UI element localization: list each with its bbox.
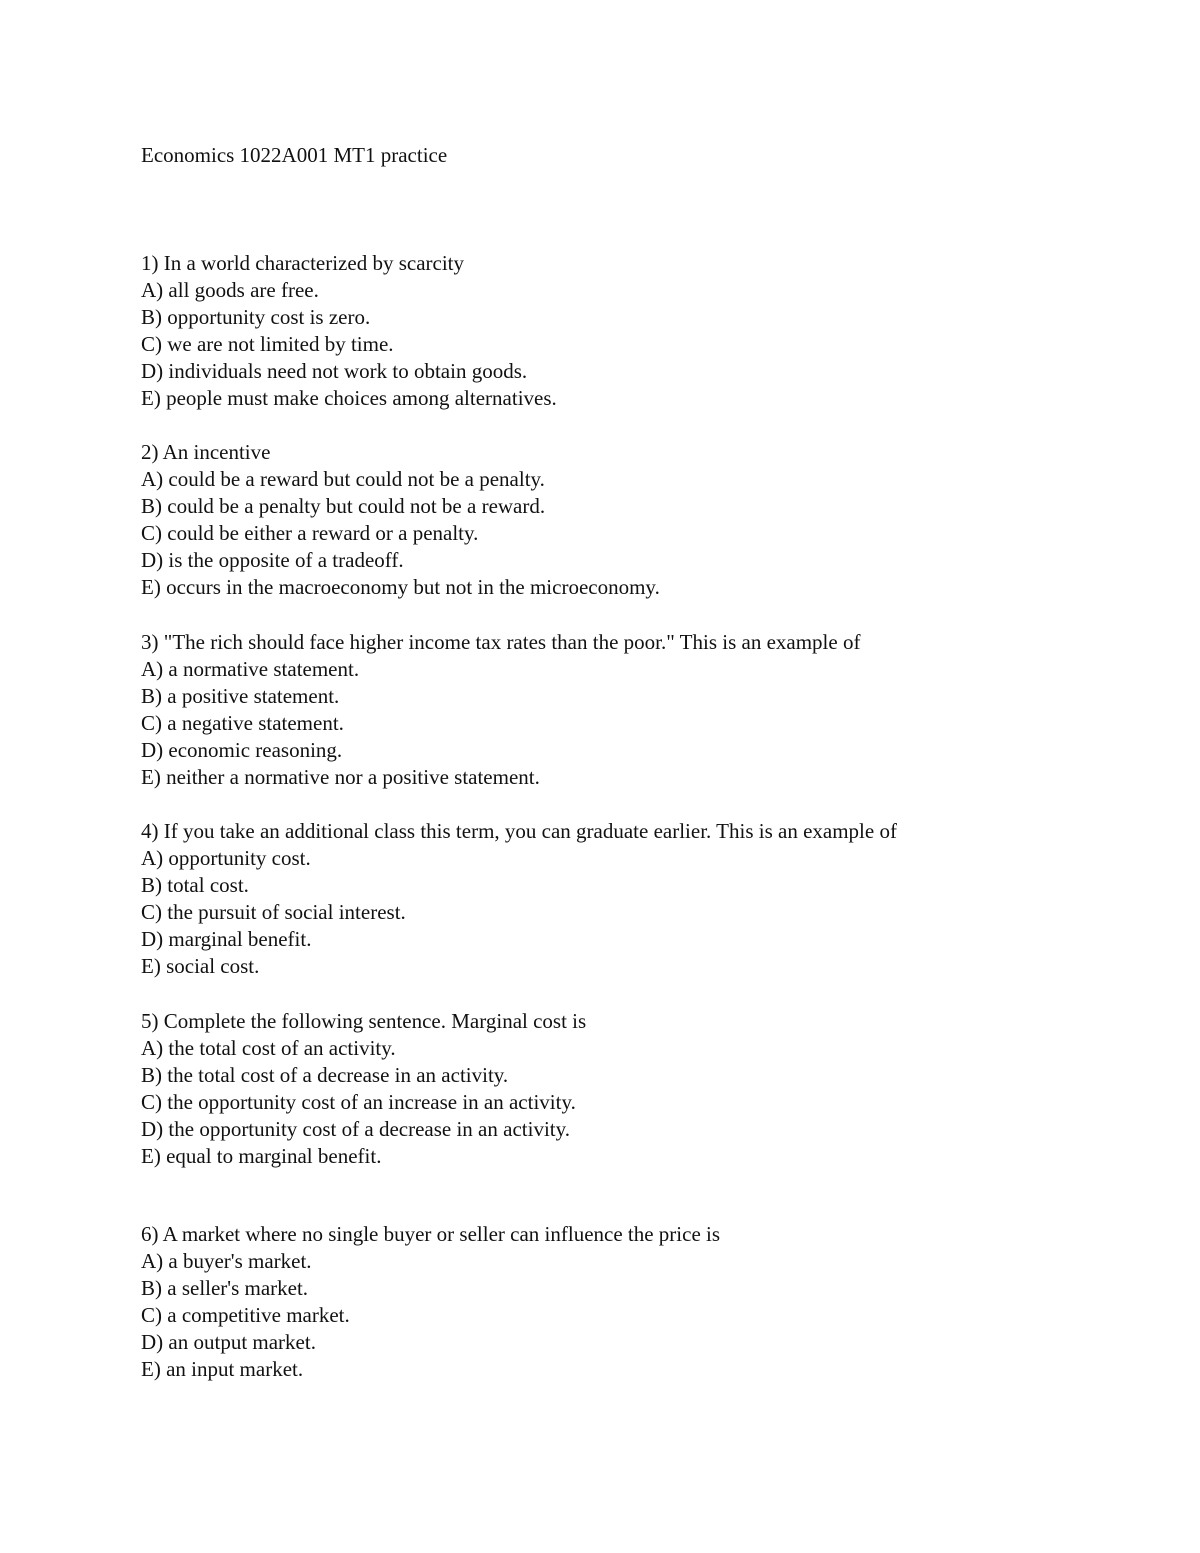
document-title: Economics 1022A001 MT1 practice [141, 143, 448, 167]
answer-option-d: D) is the opposite of a tradeoff. [141, 548, 404, 572]
question-stem: 2) An incentive [141, 440, 271, 464]
question-stem: 4) If you take an additional class this term, you can graduate earlier. This is an example of [141, 819, 897, 843]
answer-option-e: E) people must make choices among alternatives. [141, 386, 557, 410]
answer-option-a: A) opportunity cost. [141, 846, 311, 870]
answer-option-b: B) a positive statement. [141, 684, 340, 708]
answer-option-e: E) equal to marginal benefit. [141, 1144, 382, 1168]
question-stem: 6) A market where no single buyer or seller can influence the price is [141, 1222, 721, 1246]
answer-option-c: C) a competitive market. [141, 1303, 350, 1327]
answer-option-c: C) could be either a reward or a penalty. [141, 521, 479, 545]
answer-option-a: A) a buyer's market. [141, 1249, 312, 1273]
answer-option-c: C) the opportunity cost of an increase in an activity. [141, 1090, 576, 1114]
answer-option-a: A) a normative statement. [141, 657, 360, 681]
question-2 [141, 439, 660, 601]
answer-option-e: E) occurs in the macroeconomy but not in the microeconomy. [141, 575, 660, 599]
answer-option-e: E) neither a normative nor a positive statement. [141, 765, 540, 789]
question-3 [141, 629, 860, 791]
answer-option-a: A) all goods are free. [141, 278, 319, 302]
question-5 [141, 1008, 586, 1170]
question-1 [141, 250, 557, 412]
answer-option-b: B) a seller's market. [141, 1276, 309, 1300]
answer-option-a: A) the total cost of an activity. [141, 1036, 396, 1060]
answer-option-c: C) we are not limited by time. [141, 332, 394, 356]
answer-option-d: D) marginal benefit. [141, 927, 312, 951]
answer-option-b: B) the total cost of a decrease in an activity. [141, 1063, 509, 1087]
answer-option-c: C) the pursuit of social interest. [141, 900, 406, 924]
question-stem: 3) "The rich should face higher income tax rates than the poor." This is an example of [141, 630, 861, 654]
answer-option-c: C) a negative statement. [141, 711, 344, 735]
answer-option-d: D) individuals need not work to obtain goods. [141, 359, 528, 383]
answer-option-b: B) could be a penalty but could not be a reward. [141, 494, 546, 518]
answer-option-d: D) economic reasoning. [141, 738, 343, 762]
question-stem: 5) Complete the following sentence. Marginal cost is [141, 1009, 587, 1033]
answer-option-d: D) an output market. [141, 1330, 316, 1354]
answer-option-e: E) social cost. [141, 954, 260, 978]
answer-option-e: E) an input market. [141, 1357, 304, 1381]
answer-option-b: B) total cost. [141, 873, 249, 897]
answer-option-d: D) the opportunity cost of a decrease in an activity. [141, 1117, 570, 1141]
answer-option-a: A) could be a reward but could not be a penalty. [141, 467, 545, 491]
question-4 [141, 818, 897, 980]
answer-option-b: B) opportunity cost is zero. [141, 305, 371, 329]
question-6 [141, 1221, 720, 1383]
question-stem: 1) In a world characterized by scarcity [141, 251, 464, 275]
